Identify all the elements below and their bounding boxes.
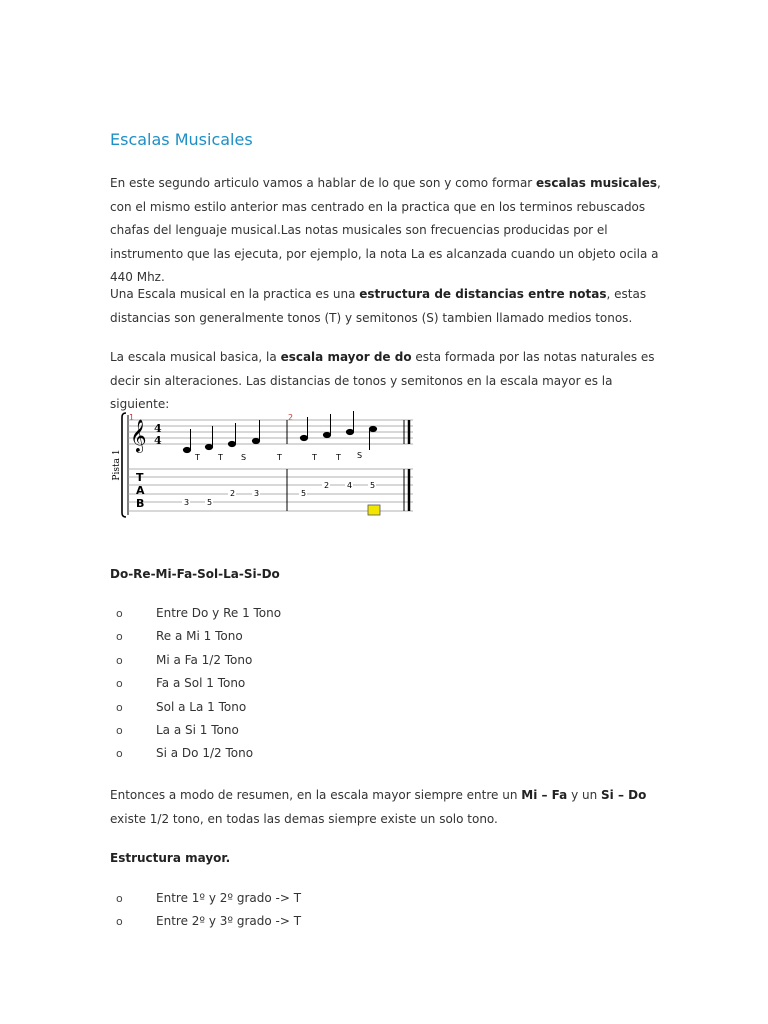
list-item xyxy=(110,910,510,933)
intro-text-a: En este segundo articulo vamos a hablar de lo que son y como formar xyxy=(110,176,537,190)
list-item-text: Re a Mi 1 Tono xyxy=(156,629,243,644)
interval-3: S xyxy=(241,453,247,462)
structure-heading: Estructura mayor. xyxy=(110,851,231,865)
tab-letter-a: A xyxy=(136,484,145,497)
scale-heading: Do-Re-Mi-Fa-Sol-La-Si-Do xyxy=(110,567,280,581)
tab-letter-t: T xyxy=(136,471,144,484)
major-text-c: esta formada por las notas naturales es decir sin alteraciones. Las distancias de tonos y semitonos en la escala mayor es la siguiente: xyxy=(110,350,655,411)
fret-5: 5 xyxy=(301,489,307,498)
note-do-high xyxy=(369,426,376,431)
list-item xyxy=(110,742,510,765)
bullet: o xyxy=(116,677,123,691)
list-item xyxy=(110,696,510,719)
summary-paragraph xyxy=(110,784,670,831)
intro-paragraph xyxy=(110,172,670,290)
list-item-text: Entre 1º y 2º grado -> T xyxy=(156,891,302,905)
definition-paragraph xyxy=(110,283,670,330)
measure-number-2: 2 xyxy=(288,413,294,422)
interval-labels xyxy=(194,451,362,462)
intervals-list xyxy=(110,602,510,766)
time-signature-bottom: 4 xyxy=(154,434,162,447)
definition-bold: estructura de distancias entre notas xyxy=(359,287,607,301)
note-do xyxy=(183,447,190,452)
intro-bold: escalas musicales xyxy=(536,176,657,190)
playback-cursor xyxy=(368,505,380,515)
list-item-text: Si a Do 1/2 Tono xyxy=(156,746,254,761)
track-label: Pista 1 xyxy=(112,449,122,481)
staff xyxy=(128,420,413,444)
tab-letter-b: B xyxy=(136,497,145,510)
bullet: o xyxy=(116,892,123,905)
list-item xyxy=(110,672,510,695)
page-title: Escalas Musicales xyxy=(110,130,253,149)
note-la xyxy=(323,432,330,437)
treble-clef-icon: 𝄞 xyxy=(130,419,147,452)
fret-3: 2 xyxy=(230,489,236,498)
system-bracket xyxy=(122,413,126,517)
interval-5: T xyxy=(312,453,317,462)
major-text-a: La escala musical basica, la xyxy=(110,350,281,364)
interval-2: T xyxy=(218,453,223,462)
bullet: o xyxy=(116,723,123,737)
summary-text-a: Entonces a modo de resumen, en la escala mayor siempre entre un xyxy=(110,788,522,802)
bullet: o xyxy=(116,915,123,929)
time-signature-top: 4 xyxy=(154,422,162,435)
definition-text-a: Una Escala musical en la practica es una xyxy=(110,287,360,301)
bullet: o xyxy=(116,653,123,667)
interval-6: T xyxy=(336,453,341,462)
fret-8: 5 xyxy=(370,481,376,490)
fret-4: 3 xyxy=(254,489,260,498)
list-item-text: Entre 2º y 3º grado -> T xyxy=(156,914,302,929)
fret-1: 3 xyxy=(184,498,190,507)
note-sol xyxy=(300,435,307,440)
interval-4: T xyxy=(277,453,282,462)
note-mi xyxy=(228,441,235,446)
c-major-scale-tablature xyxy=(110,405,420,520)
list-item xyxy=(110,887,510,910)
list-item xyxy=(110,719,510,742)
list-item xyxy=(110,649,510,672)
notes-measure-1 xyxy=(183,420,259,453)
note-fa xyxy=(252,438,259,443)
summary-text-c: y un xyxy=(567,788,602,802)
fret-6: 2 xyxy=(324,481,330,490)
structure-list xyxy=(110,887,510,934)
major-bold: escala mayor de do xyxy=(280,350,412,364)
list-item-text: Sol a La 1 Tono xyxy=(156,699,247,714)
list-item-text: La a Si 1 Tono xyxy=(156,722,239,737)
measure-number-1: 1 xyxy=(129,413,135,422)
list-item-text: Fa a Sol 1 Tono xyxy=(156,676,246,691)
summary-text-e: existe 1/2 tono, en todas las demas siempre existe un solo tono. xyxy=(110,811,498,826)
summary-bold-si-do: Si – Do xyxy=(601,788,647,802)
interval-7: S xyxy=(357,451,363,460)
fret-7: 4 xyxy=(347,481,353,490)
list-item-text: Mi a Fa 1/2 Tono xyxy=(156,652,253,667)
fret-2: 5 xyxy=(207,498,213,507)
bullet: o xyxy=(116,747,123,761)
list-item-text: Entre Do y Re 1 Tono xyxy=(156,606,282,620)
note-si xyxy=(346,429,353,434)
bullet: o xyxy=(116,700,123,714)
list-item xyxy=(110,625,510,648)
note-re xyxy=(205,444,212,449)
interval-1: T xyxy=(195,453,200,462)
bullet: o xyxy=(116,607,123,620)
summary-bold-mi-fa: Mi – Fa xyxy=(521,788,568,802)
list-item xyxy=(110,602,510,625)
intro-text-c: , con el mismo estilo anterior mas centrado en la practica que en los terminos rebuscados chafas del lenguaje musical.Las notas musicales son frecuencias producidas por el instrumento que las ejecuta, por ejemplo, la nota La es alcanzada cuando un objeto ocila a 440 Mhz. xyxy=(110,176,661,284)
definition-text-c: , estas distancias son generalmente tonos (T) y semitonos (S) tambien llamado medios tonos. xyxy=(110,287,647,325)
bullet: o xyxy=(116,630,123,644)
